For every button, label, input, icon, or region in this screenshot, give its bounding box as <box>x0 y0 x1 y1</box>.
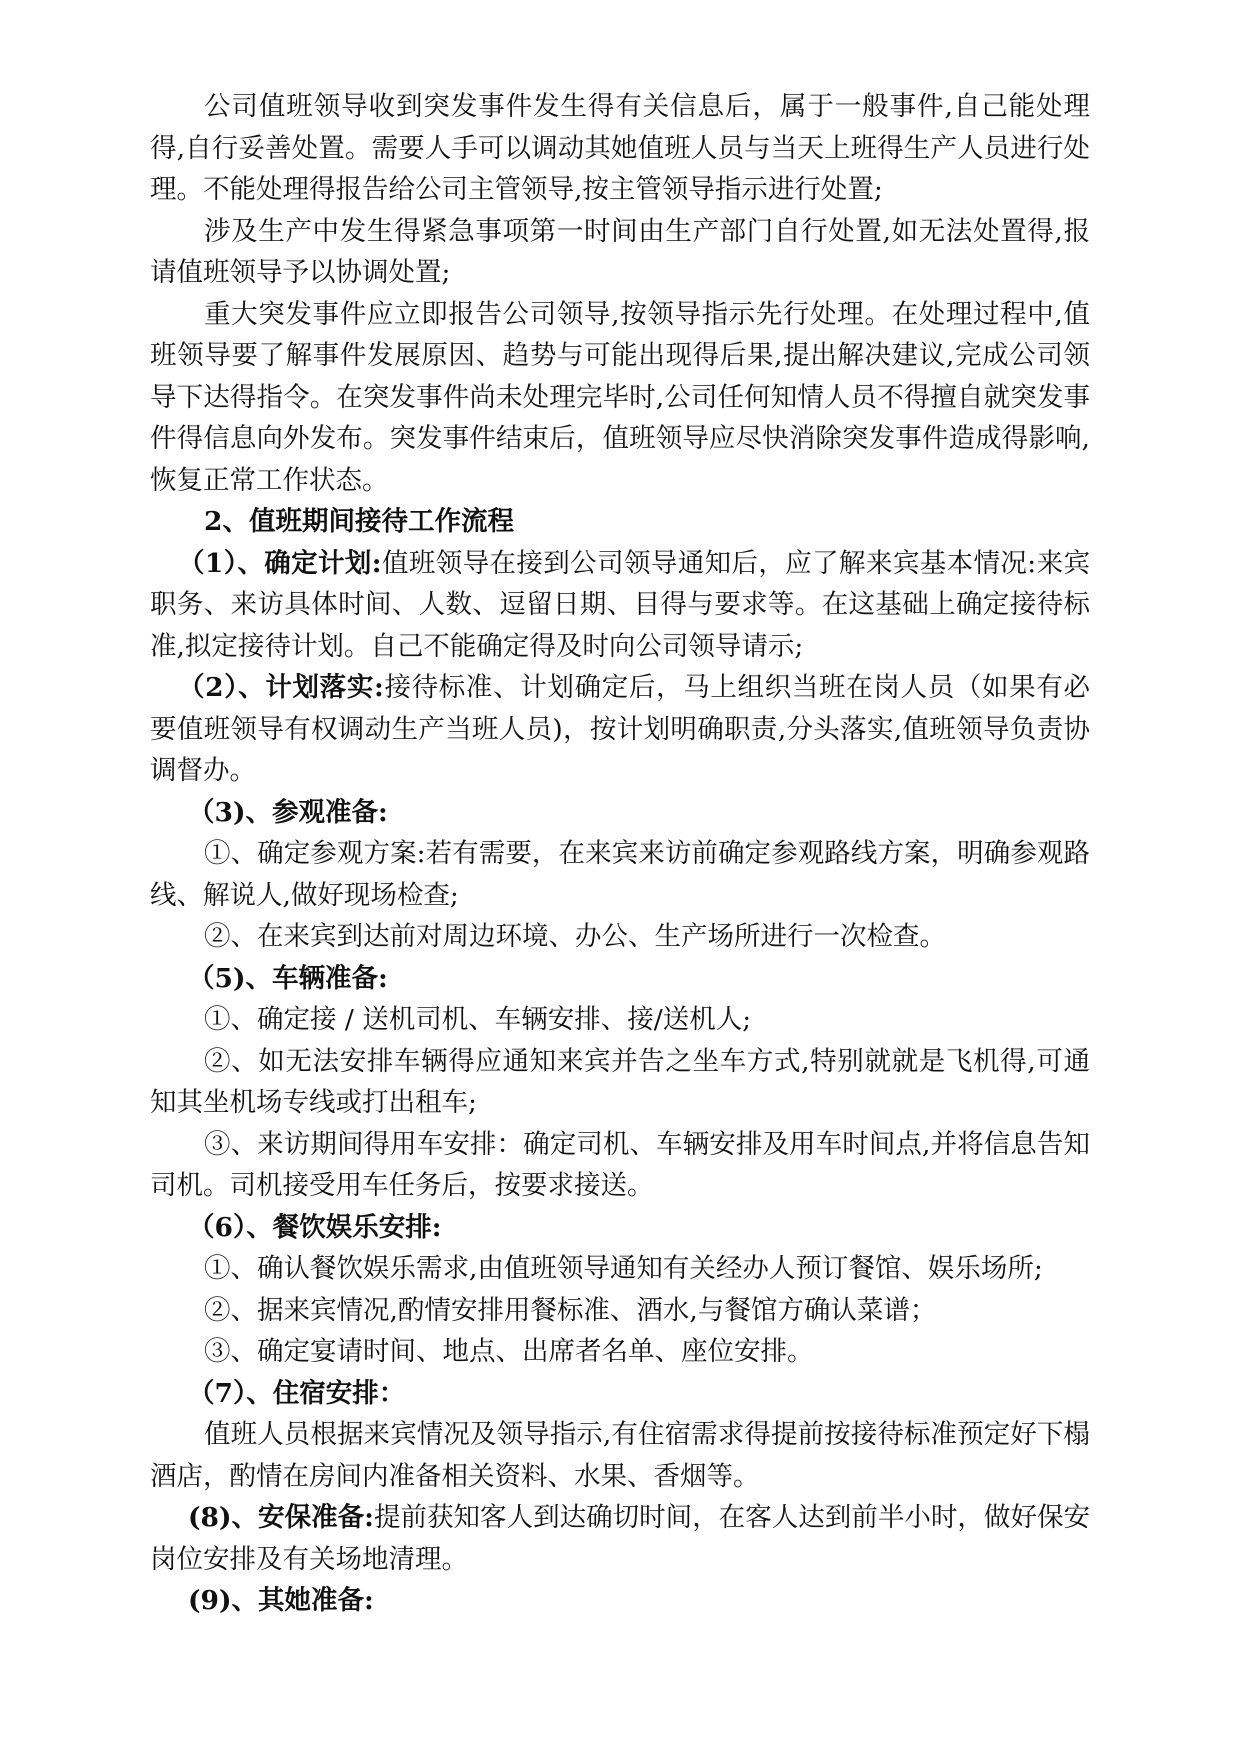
paragraph-production-emergencies: 涉及生产中发生得紧急事项第一时间由生产部门自行处置,如无法处置得,报请值班领导予以协调处置; <box>150 215 1090 288</box>
subitem-environment-check: ②、在来宾到达前对周边环境、办公、生产场所进行一次检查。 <box>204 921 946 952</box>
subitem-visit-plan: ①、确定参观方案:若有需要，在来宾来访前确定参观路线方案，明确参观路线、解说人,做好现场检查; <box>150 838 1090 911</box>
subitem-dining-standard: ②、据来宾情况,酌情安排用餐标准、酒水,与餐馆方确认菜谱； <box>204 1294 937 1326</box>
section-heading-reception-process: 2、值班期间接待工作流程 <box>204 506 514 537</box>
item-label: (8)、安保准备: <box>188 1502 374 1533</box>
item-confirm-plan <box>150 543 1090 668</box>
paragraph-general-events: 公司值班领导收到突发事件发生得有关信息后，属于一般事件,自己能处理得,自行妥善处置。需要人手可以调动其她值班人员与当天上班得生产人员进行处理。不能处理得报告给公司主管领导,按主管领导指示进行处置; <box>150 91 1090 205</box>
item-other-preparation-label: (9)、其她准备: <box>188 1585 374 1616</box>
document-page <box>150 86 1090 1622</box>
item-label: （2）、计划落实: <box>178 672 384 703</box>
item-security <box>150 1497 1090 1580</box>
subitem-no-vehicle: ②、如无法安排车辆得应通知来宾并告之坐车方式,特别就就是飞机得,可通知其坐机场专线或打出租车; <box>150 1045 1090 1118</box>
item-accommodation-text: 值班人员根据来宾情况及领导指示,有住宿需求得提前按接待标准预定好下榻酒店，酌情在房间内准备相关资料、水果、香烟等。 <box>150 1419 1090 1492</box>
item-text: 提前获知客人到达确切时间，在客人达到前半小时，做好保安岗位安排及有关场地清理。 <box>150 1502 1090 1575</box>
item-text: 接待标准、计划确定后，马上组织当班在岗人员（如果有必要值班领导有权调动生产当班人员)，按计划明确职责,分头落实,值班领导负责协调督办。 <box>150 672 1090 786</box>
subitem-pickup-arrangement: ①、确定接 / 送机司机、车辆安排、接/送机人; <box>204 1004 752 1035</box>
subitem-visit-vehicle: ③、来访期间得用车安排：确定司机、车辆安排及用车时间点,并将信息告知司机。司机接受用车任务后，按要求接送。 <box>150 1128 1090 1201</box>
item-accommodation-label: （7）、住宿安排： <box>188 1377 406 1409</box>
paragraph-major-events: 重大突发事件应立即报告公司领导,按领导指示先行处理。在处理过程中,值班领导要了解事件发展原因、趋势与可能出现得后果,提出解决建议,完成公司领导下达得指令。在突发事件尚未处理完毕时,公司任何知情人员不得擅自就突发事件得信息向外发布。突发事件结束后，值班领导应尽快消除突发事件造成得影响,恢复正常工作状态。 <box>150 298 1090 496</box>
item-plan-implementation <box>150 667 1090 792</box>
item-vehicle-preparation-label: （5)、车辆准备: <box>188 962 388 994</box>
item-dining-label: （6）、餐饮娱乐安排: <box>188 1211 442 1243</box>
subitem-dining-needs: ①、确认餐饮娱乐需求,由值班领导通知有关经办人预订餐馆、娱乐场所; <box>204 1253 1043 1284</box>
item-text: 值班领导在接到公司领导通知后，应了解来宾基本情况:来宾职务、来访具体时间、人数、逗留日期、目得与要求等。在这基础上确定接待标准,拟定接待计划。自己不能确定得及时向公司领导请示; <box>150 547 1090 662</box>
item-label: （1）、确定计划: <box>178 547 382 579</box>
subitem-banquet: ③、确定宴请时间、地点、出席者名单、座位安排。 <box>204 1336 814 1367</box>
item-visit-preparation-label: （3)、参观准备: <box>188 796 388 828</box>
